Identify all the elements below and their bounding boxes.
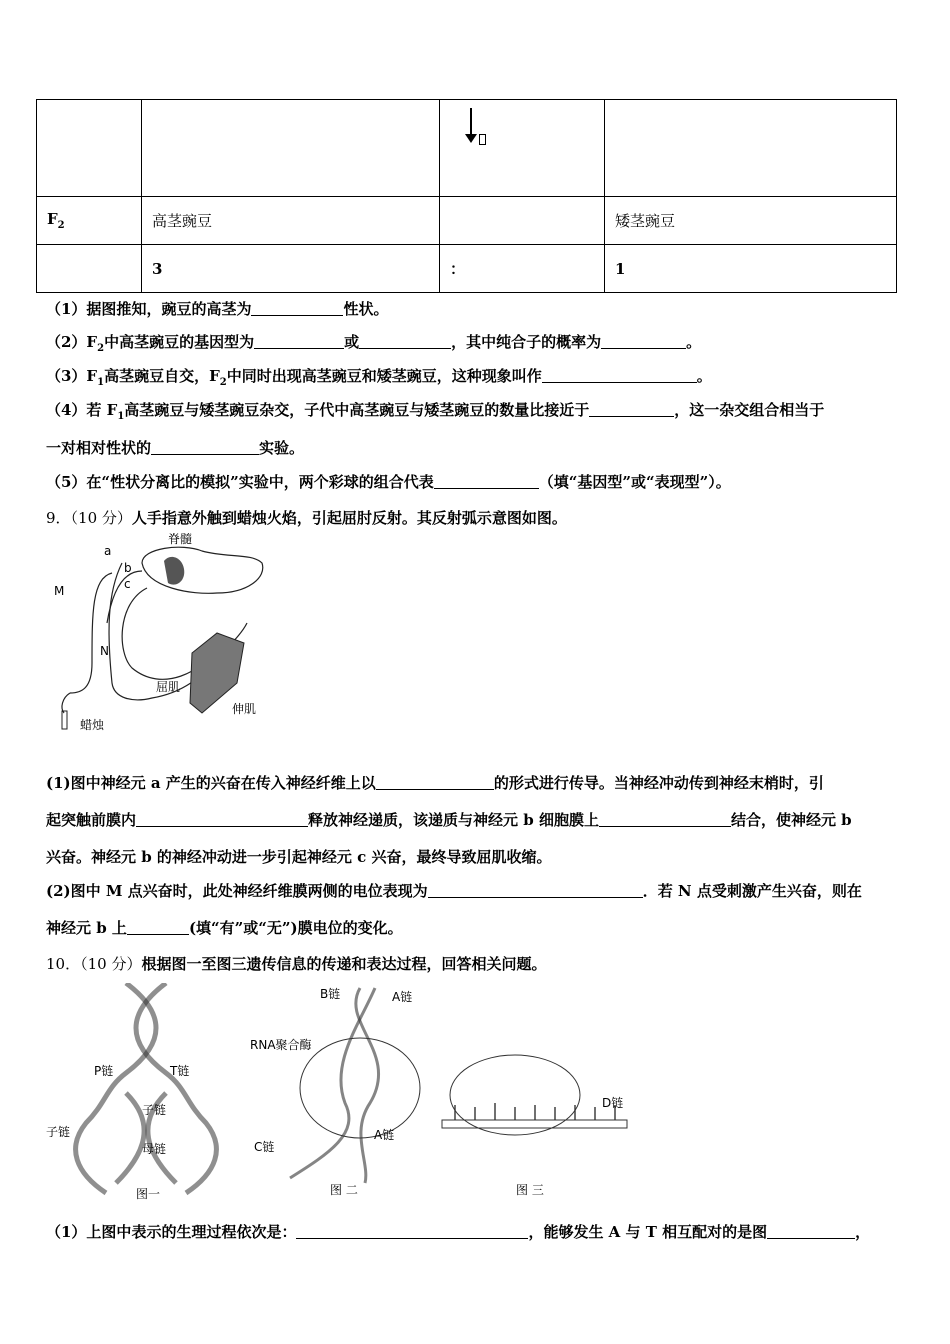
figure-1-caption: 图一	[136, 1187, 161, 1201]
table-cell: 1	[605, 245, 897, 293]
q9-part1-cont2: 兴奋。神经元 b 的神经冲动进一步引起神经元 c 兴奋，最终导致屈肌收缩。	[46, 848, 552, 866]
answer-blank[interactable]	[542, 368, 697, 383]
table-cell: 高茎豌豆	[142, 197, 440, 245]
table-row	[37, 245, 897, 293]
figure-3-translation	[430, 1035, 630, 1201]
answer-blank[interactable]	[136, 812, 308, 827]
label-t-strand: T链	[170, 1064, 190, 1078]
label-M: M	[54, 584, 65, 598]
finger-outline	[62, 693, 70, 713]
down-arrow-icon	[470, 108, 472, 136]
q9-part1: (1)图中神经元 a 产生的兴奋在传入神经纤维上以 的形式进行传导。当神经冲动传到神经末梢时，引	[46, 774, 824, 792]
answer-blank[interactable]	[359, 334, 451, 349]
figure-2-caption: 图 二	[330, 1183, 358, 1197]
label-flexor: 屈肌	[156, 680, 181, 694]
q9-part2-cont: 神经元 b 上 (填“有”或“无”)膜电位的变化。	[46, 919, 403, 937]
q10-part1: （1）上图中表示的生理过程依次是： ，能够发生 A 与 T 相互配对的是图 ，	[46, 1223, 871, 1241]
answer-blank[interactable]	[376, 775, 494, 790]
table-cell: 3	[142, 245, 440, 293]
table-cell: 矮茎豌豆	[605, 197, 897, 245]
label-p-strand: P链	[94, 1064, 114, 1078]
table-cell	[37, 100, 142, 197]
label-spinal-cord: 脊髓	[168, 533, 193, 546]
q9-part1-cont: 起突触前膜内 释放神经递质，该递质与神经元 b 细胞膜上 结合，使神经元 b	[46, 811, 852, 829]
label-c: c	[124, 577, 131, 591]
q8-part4-cont: 一对相对性状的 实验。	[46, 439, 305, 457]
flexor-muscle	[190, 633, 244, 713]
label-parent-strand: 母链	[142, 1142, 167, 1156]
table-cell	[440, 197, 605, 245]
generation-label: $F_2$	[37, 197, 142, 245]
gray-matter	[164, 557, 184, 585]
answer-blank[interactable]	[251, 301, 343, 316]
label-c-strand: C链	[254, 1140, 275, 1154]
answer-blank[interactable]	[428, 883, 643, 898]
q8-part3: $(3)F_1$高茎豌豆自交，$F_2$中同时出现高茎豌豆和矮茎豌豆，这种现象叫作 。	[46, 367, 712, 388]
candle-icon	[62, 711, 67, 729]
label-daughter-strand: 子链	[142, 1103, 167, 1117]
table-cell	[605, 100, 897, 197]
dna-strand	[136, 983, 216, 1193]
label-N: N	[100, 644, 109, 658]
reflex-arc-figure	[52, 533, 277, 733]
q8-part1: （1）据图推知，豌豆的高茎为 性状。	[46, 300, 389, 318]
spinal-cord-outline	[142, 547, 263, 593]
answer-blank[interactable]	[767, 1224, 855, 1239]
answer-blank[interactable]	[254, 334, 344, 349]
label-d-strand: D链	[602, 1096, 624, 1110]
q8-part5: （5）在“性状分离比的模拟”实验中，两个彩球的组合代表 （填“基因型”或“表现型”）。	[46, 473, 731, 491]
table-cell	[142, 100, 440, 197]
answer-blank[interactable]	[151, 440, 259, 455]
label-a-strand: A链	[374, 1128, 395, 1142]
answer-blank[interactable]	[589, 402, 674, 417]
label-b-strand: B链	[320, 987, 341, 1001]
figure-2-transcription	[250, 983, 425, 1201]
table-row	[37, 100, 897, 197]
dna-strand	[116, 1093, 144, 1183]
q10-heading: 10．（10 分）根据图一至图三遗传信息的传递和表达过程，回答相关问题。	[46, 955, 547, 973]
arrow-head-icon	[465, 134, 477, 143]
figure-1-dna-replication	[46, 983, 236, 1201]
placeholder-box-icon	[479, 134, 486, 145]
table-cell	[37, 245, 142, 293]
label-candle: 蜡烛	[80, 718, 105, 732]
table-cell-arrow	[440, 100, 605, 197]
table-cell: ：	[440, 245, 605, 293]
q8-part2: $(2)F_2$中高茎豌豆的基因型为 或 ，其中纯合子的概率为 。	[46, 333, 702, 354]
label-rna-polymerase: RNA聚合酶	[250, 1038, 312, 1052]
q9-part2: (2)图中 M 点兴奋时，此处神经纤维膜两侧的电位表现为 ．若 N 点受刺激产生兴奋，则在	[46, 882, 862, 900]
figure-3-caption: 图 三	[516, 1183, 544, 1197]
rna-polymerase-shape	[300, 1038, 420, 1138]
answer-blank[interactable]	[127, 920, 189, 935]
ribosome-shape	[450, 1055, 580, 1135]
answer-blank[interactable]	[434, 474, 539, 489]
label-extensor: 伸肌	[232, 702, 257, 716]
label-b: b	[124, 561, 132, 575]
answer-blank[interactable]	[296, 1224, 528, 1239]
q9-heading: 9．（10 分）人手指意外触到蜡烛火焰，引起屈肘反射。其反射弧示意图如图。	[46, 509, 567, 527]
answer-blank[interactable]	[601, 334, 686, 349]
arm-outline-upper	[70, 573, 112, 693]
answer-blank[interactable]	[599, 812, 731, 827]
cross-table	[36, 99, 897, 293]
q8-part4: （4）若 $F_1$高茎豌豆与矮茎豌豆杂交，子代中高茎豌豆与矮茎豌豆的数量比接近于 ，这一杂交组合相当于	[46, 401, 825, 422]
dna-strand	[76, 983, 156, 1193]
label-a: a	[104, 544, 112, 558]
label-daughter-strand: 子链	[46, 1125, 71, 1139]
label-a-strand: A链	[392, 990, 413, 1004]
table-row	[37, 197, 897, 245]
